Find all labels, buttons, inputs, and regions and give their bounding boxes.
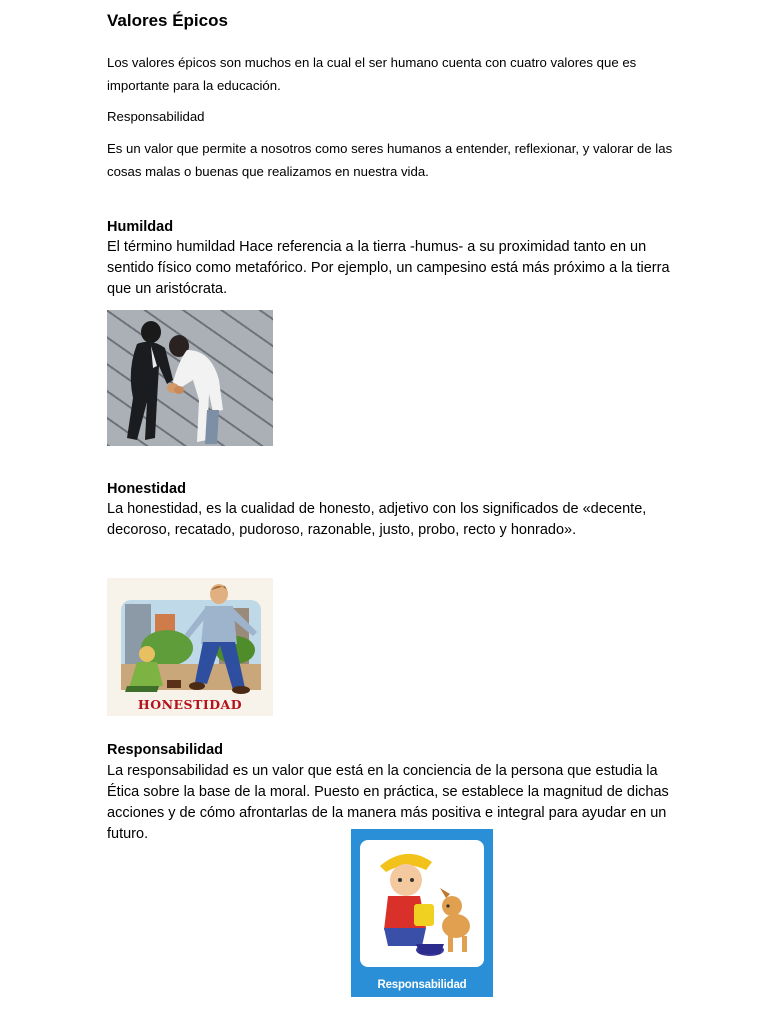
responsabilidad-heading: Responsabilidad — [107, 742, 224, 758]
responsabilidad-section-paragraph: La responsabilidad es un valor que está en la conciencia de la persona que estudia la Ética sobre la base de la moral. Puesto en práctica, se establece la magnitud de dichas acciones y de cómo afrontarlas de la manera más positiva e integral para ayudar en un futuro. — [107, 763, 669, 842]
responsabilidad-image — [351, 829, 493, 997]
page-title: Valores Épicos — [107, 11, 228, 30]
responsabilidad-label: Responsabilidad — [107, 109, 205, 124]
child-feeding-dog-illustration — [360, 840, 484, 967]
responsabilidad-paragraph: Es un valor que permite a nosotros como seres humanos a entender, reflexionar, y valorar de las cosas malas o buenas que realizamos en nuestra vida. — [107, 141, 673, 179]
honesty-illustration — [107, 578, 273, 716]
humildad-paragraph: El término humildad Hace referencia a la tierra -humus- a su proximidad tanto en un sentido físico como metafórico. Por ejemplo, un campesino está más próximo a la tierra que un aristócrata. — [107, 239, 670, 297]
intro-paragraph: Los valores épicos son muchos en la cual el ser humano cuenta con cuatro valores que es importante para la educación. — [107, 55, 637, 93]
responsabilidad-image-caption: Responsabilidad — [377, 979, 467, 991]
document-page — [107, 0, 687, 1024]
honestidad-paragraph: La honestidad, es la cualidad de honesto, adjetivo con los significados de «decente, decoroso, recatado, pudoroso, razonable, justo, probo, recto y honrado». — [107, 501, 647, 538]
responsabilidad-image-card — [360, 840, 484, 967]
honestidad-heading: Honestidad — [107, 481, 186, 497]
humildad-image — [107, 310, 273, 446]
honestidad-image — [107, 578, 273, 716]
humildad-heading: Humildad — [107, 219, 174, 235]
honestidad-image-caption: HONESTIDAD — [137, 697, 243, 712]
bowing-people-illustration — [107, 310, 273, 446]
